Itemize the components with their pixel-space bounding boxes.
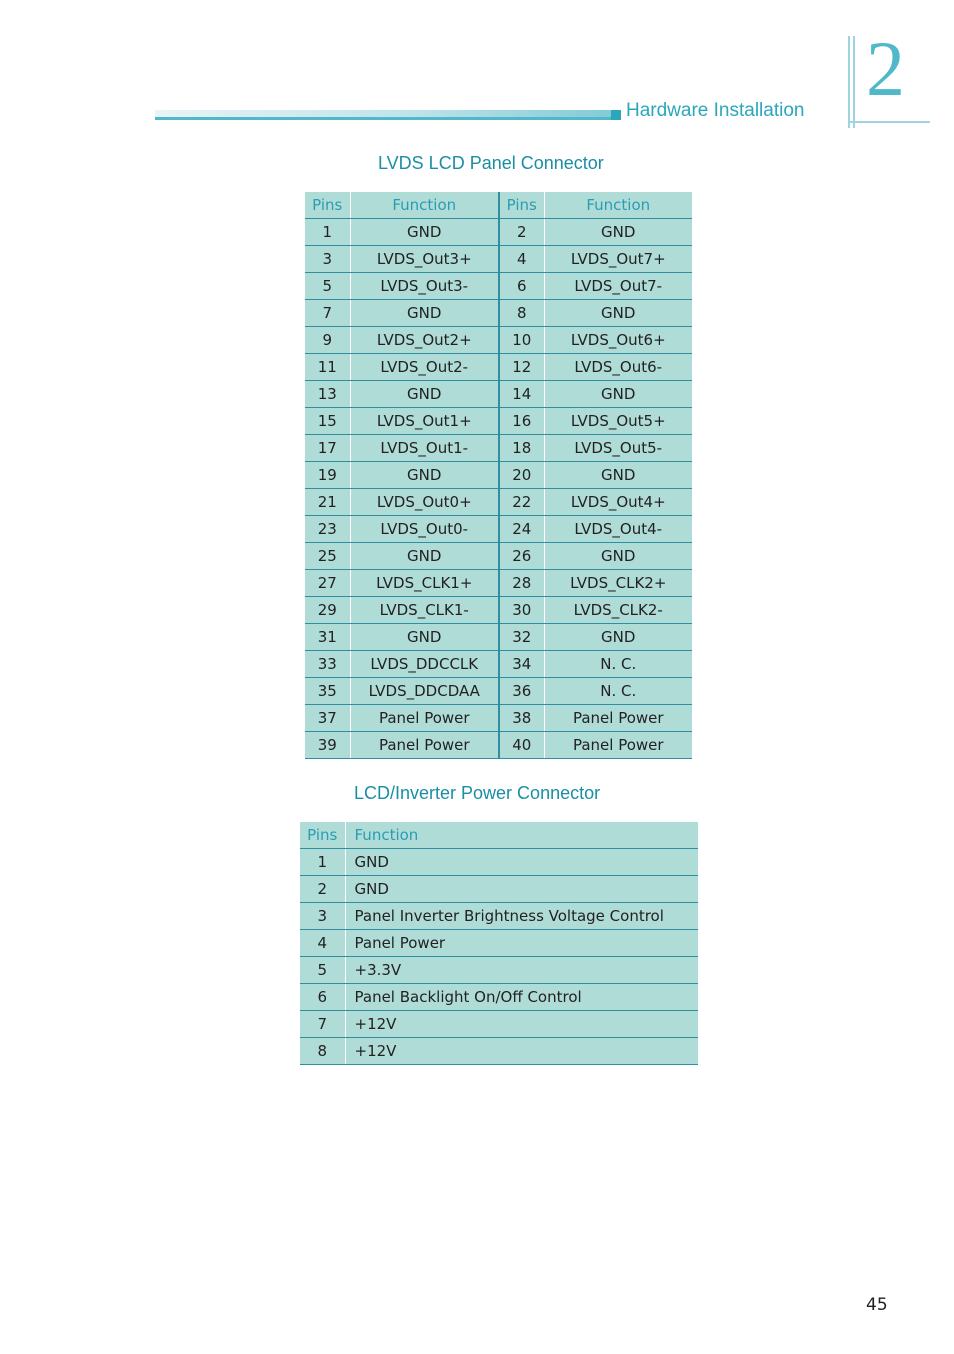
pin-function-cell: LVDS_CLK2- [544, 597, 692, 624]
pin-function-cell: LVDS_CLK1+ [350, 570, 499, 597]
pin-function-cell: +3.3V [345, 957, 698, 984]
pin-number-cell: 5 [305, 273, 350, 300]
pin-function-cell: LVDS_Out5- [544, 435, 692, 462]
pin-function-cell: GND [345, 849, 698, 876]
pin-function-cell: GND [544, 462, 692, 489]
pin-number-cell: 1 [300, 849, 345, 876]
table-row [305, 408, 692, 435]
table-row [300, 1038, 698, 1065]
pin-function-cell: Panel Power [544, 732, 692, 759]
pin-number-cell: 39 [305, 732, 350, 759]
pin-number-cell: 27 [305, 570, 350, 597]
pin-function-cell: LVDS_Out0+ [350, 489, 499, 516]
pin-function-cell: LVDS_Out1- [350, 435, 499, 462]
pin-number-cell: 11 [305, 354, 350, 381]
pin-number-cell: 38 [499, 705, 544, 732]
pin-number-cell: 8 [300, 1038, 345, 1065]
pin-function-cell: Panel Inverter Brightness Voltage Control [345, 903, 698, 930]
pin-number-cell: 31 [305, 624, 350, 651]
table-row [305, 273, 692, 300]
table-row [305, 219, 692, 246]
pin-function-cell: Panel Power [345, 930, 698, 957]
header-bar-cap [611, 110, 621, 120]
pin-function-cell: +12V [345, 1011, 698, 1038]
table-row [305, 570, 692, 597]
pin-number-cell: 32 [499, 624, 544, 651]
table-row [305, 678, 692, 705]
pin-function-cell: GND [544, 543, 692, 570]
inverter-pin-table [300, 822, 698, 1065]
section-title: Hardware Installation [626, 100, 805, 121]
table-row [305, 489, 692, 516]
col-header-function: Function [544, 192, 692, 219]
table-row [300, 984, 698, 1011]
pin-number-cell: 3 [300, 903, 345, 930]
table-row [305, 327, 692, 354]
pin-function-cell: N. C. [544, 651, 692, 678]
pin-number-cell: 7 [305, 300, 350, 327]
pin-function-cell: LVDS_Out7+ [544, 246, 692, 273]
table-header-row [300, 822, 698, 849]
table-row [305, 597, 692, 624]
table-row [305, 462, 692, 489]
pin-number-cell: 4 [300, 930, 345, 957]
pin-function-cell: LVDS_Out6+ [544, 327, 692, 354]
pin-function-cell: GND [350, 381, 499, 408]
pin-number-cell: 13 [305, 381, 350, 408]
pin-number-cell: 7 [300, 1011, 345, 1038]
pin-number-cell: 5 [300, 957, 345, 984]
pin-function-cell: Panel Power [350, 705, 499, 732]
table-row [305, 732, 692, 759]
pin-function-cell: LVDS_Out2+ [350, 327, 499, 354]
pin-function-cell: GND [345, 876, 698, 903]
table-row [300, 1011, 698, 1038]
pin-function-cell: GND [544, 624, 692, 651]
pin-number-cell: 36 [499, 678, 544, 705]
table-row [305, 543, 692, 570]
header-decorative-bar [155, 110, 621, 120]
table-row [305, 381, 692, 408]
pin-function-cell: LVDS_Out5+ [544, 408, 692, 435]
pin-number-cell: 25 [305, 543, 350, 570]
table-row [305, 246, 692, 273]
pin-function-cell: LVDS_Out3+ [350, 246, 499, 273]
chapter-frame-line [848, 121, 930, 123]
pin-number-cell: 18 [499, 435, 544, 462]
chapter-number: 2 [866, 25, 905, 112]
pin-function-cell: Panel Backlight On/Off Control [345, 984, 698, 1011]
lvds-table-title: LVDS LCD Panel Connector [378, 153, 604, 173]
pin-number-cell: 37 [305, 705, 350, 732]
pin-number-cell: 10 [499, 327, 544, 354]
pin-number-cell: 8 [499, 300, 544, 327]
pin-number-cell: 33 [305, 651, 350, 678]
pin-function-cell: Panel Power [544, 705, 692, 732]
pin-number-cell: 2 [300, 876, 345, 903]
pin-number-cell: 29 [305, 597, 350, 624]
pin-number-cell: 17 [305, 435, 350, 462]
table-row [305, 300, 692, 327]
pin-number-cell: 1 [305, 219, 350, 246]
table-row [305, 705, 692, 732]
pin-function-cell: GND [350, 624, 499, 651]
table-row [305, 624, 692, 651]
col-header-function: Function [350, 192, 499, 219]
pin-function-cell: LVDS_Out0- [350, 516, 499, 543]
pin-number-cell: 4 [499, 246, 544, 273]
table-row [305, 435, 692, 462]
inverter-table-title: LCD/Inverter Power Connector [354, 783, 601, 803]
chapter-frame-line [848, 36, 850, 128]
pin-number-cell: 24 [499, 516, 544, 543]
pin-function-cell: N. C. [544, 678, 692, 705]
pin-function-cell: LVDS_Out2- [350, 354, 499, 381]
pin-number-cell: 12 [499, 354, 544, 381]
lvds-pin-table [305, 192, 692, 759]
table-row [300, 849, 698, 876]
pin-number-cell: 21 [305, 489, 350, 516]
pin-function-cell: GND [544, 219, 692, 246]
pin-number-cell: 34 [499, 651, 544, 678]
pin-number-cell: 16 [499, 408, 544, 435]
pin-function-cell: +12V [345, 1038, 698, 1065]
pin-function-cell: Panel Power [350, 732, 499, 759]
pin-function-cell: LVDS_Out4- [544, 516, 692, 543]
table-row [300, 957, 698, 984]
col-header-function: Function [345, 822, 698, 849]
pin-number-cell: 2 [499, 219, 544, 246]
pin-number-cell: 22 [499, 489, 544, 516]
pin-function-cell: LVDS_DDCCLK [350, 651, 499, 678]
pin-number-cell: 26 [499, 543, 544, 570]
pin-number-cell: 20 [499, 462, 544, 489]
table-header-row [305, 192, 692, 219]
pin-number-cell: 40 [499, 732, 544, 759]
pin-number-cell: 14 [499, 381, 544, 408]
pin-function-cell: GND [350, 300, 499, 327]
pin-number-cell: 30 [499, 597, 544, 624]
pin-function-cell: LVDS_Out4+ [544, 489, 692, 516]
pin-number-cell: 9 [305, 327, 350, 354]
pin-number-cell: 3 [305, 246, 350, 273]
pin-number-cell: 19 [305, 462, 350, 489]
pin-function-cell: LVDS_CLK1- [350, 597, 499, 624]
table-row [305, 354, 692, 381]
page-number: 45 [866, 1295, 888, 1315]
col-header-pins: Pins [305, 192, 350, 219]
pin-function-cell: LVDS_DDCDAA [350, 678, 499, 705]
pin-number-cell: 35 [305, 678, 350, 705]
chapter-frame-line [853, 36, 855, 128]
table-row [305, 516, 692, 543]
pin-function-cell: GND [350, 543, 499, 570]
table-row [305, 651, 692, 678]
pin-function-cell: LVDS_Out6- [544, 354, 692, 381]
pin-function-cell: GND [544, 300, 692, 327]
pin-number-cell: 6 [300, 984, 345, 1011]
pin-function-cell: LVDS_CLK2+ [544, 570, 692, 597]
pin-function-cell: LVDS_Out7- [544, 273, 692, 300]
pin-function-cell: GND [350, 462, 499, 489]
header-rule [155, 117, 621, 120]
col-header-pins: Pins [300, 822, 345, 849]
pin-function-cell: LVDS_Out1+ [350, 408, 499, 435]
pin-number-cell: 15 [305, 408, 350, 435]
col-header-pins: Pins [499, 192, 544, 219]
pin-number-cell: 23 [305, 516, 350, 543]
pin-function-cell: LVDS_Out3- [350, 273, 499, 300]
pin-number-cell: 6 [499, 273, 544, 300]
table-row [300, 876, 698, 903]
pin-function-cell: GND [350, 219, 499, 246]
pin-function-cell: GND [544, 381, 692, 408]
pin-number-cell: 28 [499, 570, 544, 597]
table-row [300, 903, 698, 930]
table-row [300, 930, 698, 957]
